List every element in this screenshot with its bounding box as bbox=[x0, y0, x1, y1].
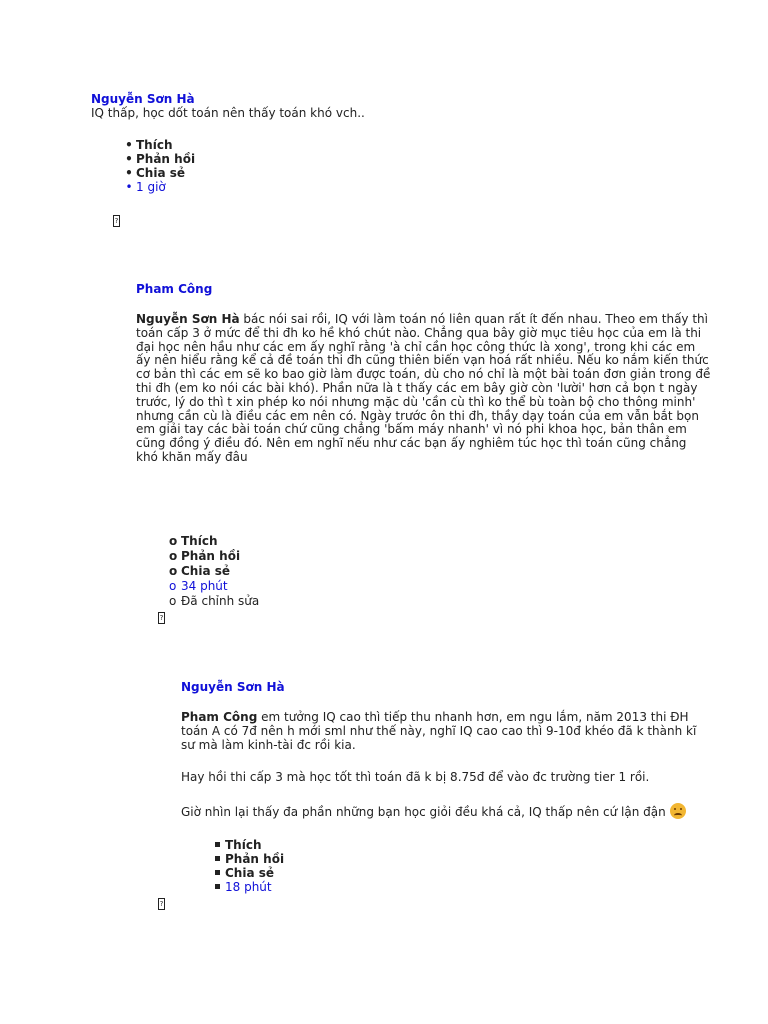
placeholder-icon: ? bbox=[159, 614, 164, 622]
comment-author[interactable]: Nguyễn Sơn Hà bbox=[181, 680, 285, 694]
comment-author[interactable]: Pham Công bbox=[136, 282, 213, 296]
comment-paragraph: Giờ nhìn lại thấy đa phần những bạn học giỏi đều khá cả, IQ thấp nên cứ lận đận bbox=[181, 803, 686, 819]
reply-button[interactable]: • Phản hồi bbox=[122, 152, 195, 166]
timestamp-link[interactable]: • 1 giờ bbox=[122, 180, 195, 194]
comment-actions bbox=[169, 534, 259, 609]
like-button[interactable]: o Thích bbox=[169, 534, 259, 549]
comment-text: Nguyễn Sơn Hà bác nói sai rồi, IQ với làm toán nó liên quan rất ít đến nhau. Theo em thấy thì toán cấp 3 ở mức để thi đh ko hề khó chút nào. Chẳng qua bây giờ mục tiêu học của em là thi đại học nên hầu như các em ấy nghĩ rằng 'à chỉ cần học công thức là xong', trong khi các em ấy nên hiểu rằng kể cả đề toán thi đh cũng thiên biến vạn hoá rất nhiều. Nếu ko nắm kiến thức cơ bản thì các em sẽ ko bao giờ làm được toán, dù cho nó chỉ là một bài toán đơn giản trong đề thi đh (em ko nói các bài khó). Phần nữa là t thấy các em bây giờ còn 'lười' hơn cả bọn t ngày trước, lý do thì t xin phép ko nói nhưng mặc dù 'cần cù thì ko thể bù toàn bộ cho thông minh' nhưng cần cù là điều các em nên có. Ngày trước ôn thi đh, thầy dạy toán của em vẫn bắt bọn em giải tay các bài toán chứ cũng chẳng 'bấm máy nhanh' vì nó phi khoa học, bản thân em cũng đồng ý điều đó. Nên em nghĩ nếu như các bạn ấy nghiêm túc học thì toán cũng chẳng khó khăn mấy đâu bbox=[136, 312, 711, 464]
share-button[interactable]: • Chia sẻ bbox=[122, 166, 195, 180]
timestamp-link[interactable]: 18 phút bbox=[215, 880, 284, 894]
placeholder-icon: ? bbox=[159, 900, 164, 908]
timestamp-link[interactable]: o 34 phút bbox=[169, 579, 259, 594]
reply-button[interactable]: Phản hồi bbox=[215, 852, 284, 866]
like-button[interactable]: • Thích bbox=[122, 138, 195, 152]
comment-text: IQ thấp, học dốt toán nên thấy toán khó vch.. bbox=[91, 106, 365, 120]
comment-author[interactable]: Nguyễn Sơn Hà bbox=[91, 92, 195, 106]
placeholder-icon: ? bbox=[114, 217, 119, 225]
sad-face-icon bbox=[670, 803, 686, 819]
like-button[interactable]: Thích bbox=[215, 838, 284, 852]
comment-paragraph: Hay hồi thi cấp 3 mà học tốt thì toán đã k bị 8.75đ để vào đc trường tier 1 rồi. bbox=[181, 770, 650, 784]
share-button[interactable]: o Chia sẻ bbox=[169, 564, 259, 579]
comment-actions bbox=[122, 138, 195, 194]
mention-link[interactable]: Pham Công bbox=[181, 710, 258, 724]
edited-label: o Đã chỉnh sửa bbox=[169, 594, 259, 609]
comment-actions bbox=[215, 838, 284, 894]
comment-text: Pham Công em tưởng IQ cao thì tiếp thu nhanh hơn, em ngu lắm, năm 2013 thi ĐH toán A có 7đ nên h mới sml như thế này, nghĩ IQ cao cao thì 9-10đ khéo đã k thành kĩ sư mà làm kinh-tài đc rồi kia. bbox=[181, 710, 697, 752]
mention-link[interactable]: Nguyễn Sơn Hà bbox=[136, 312, 240, 326]
share-button[interactable]: Chia sẻ bbox=[215, 866, 284, 880]
reply-button[interactable]: o Phản hồi bbox=[169, 549, 259, 564]
